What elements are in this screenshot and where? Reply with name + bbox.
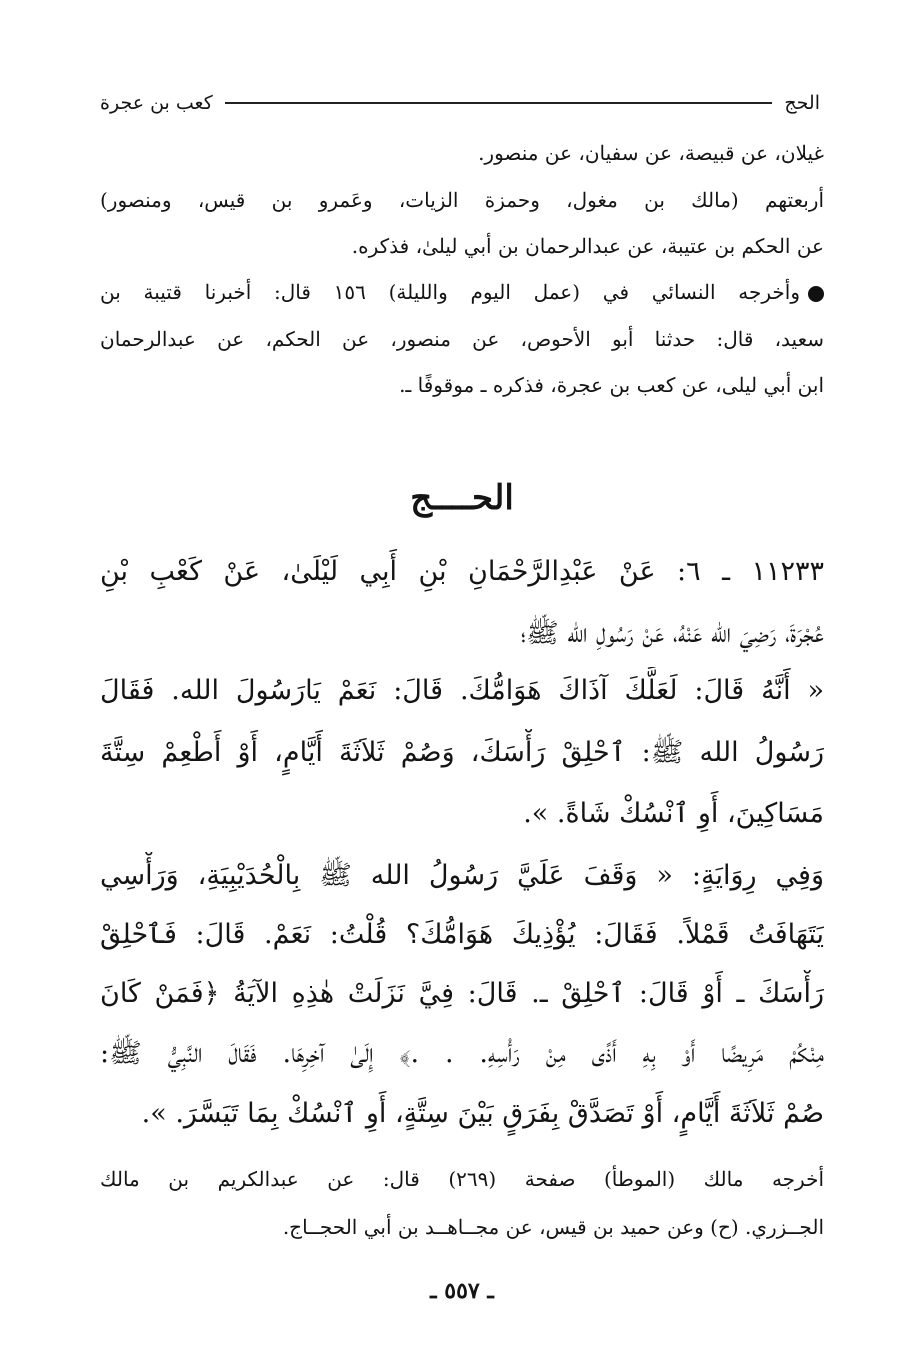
text-line bbox=[100, 275, 824, 309]
hadith-line: « أَنَّهُ قَالَ: لَعَلَّكَ آذَاكَ هَوَامُّكَ. قَالَ: نَعَمْ يَارَسُولَ الله. فَقَالَ bbox=[100, 675, 824, 706]
text-line: غيلان، عن قبيصة، عن سفيان، عن منصور. bbox=[478, 141, 824, 165]
hadith-line: وَفِي رِوَايَةٍ: « وَقَفَ عَلَيَّ رَسُولُ الله ﷺ بِالْحُدَيْبِيَةِ، وَرَأْسِي bbox=[100, 860, 824, 891]
hadith-line: رَأْسَكَ ـ أَوْ قَالَ: ٱحْلِقْ ـ. قَالَ: فِيَّ نَزَلَتْ هٰذِهِ الآيَةُ ﴿فَمَنْ كَانَ bbox=[100, 978, 824, 1009]
text-line: ابن أبي ليلى، عن كعب بن عجرة، فذكره ـ موقوفًا ـ. bbox=[399, 373, 824, 397]
text-line-content: وأخرجه النسائي في (عمل اليوم والليلة) ١٥٦ قال: أخبرنا قتيبة بن bbox=[100, 280, 801, 304]
bullet-icon bbox=[808, 286, 824, 302]
header-chapter: الحج bbox=[784, 92, 820, 114]
hadith-line: مَسَاكِينَ، أَوِ ٱنْسُكْ شَاةً. ». bbox=[523, 798, 824, 829]
hadith-line: ١١٢٣٣ ـ ٦: عَنْ عَبْدِالرَّحْمَانِ بْنِ أَبِي لَيْلَىٰ، عَنْ كَعْبِ بْنِ bbox=[100, 556, 824, 587]
running-header bbox=[100, 88, 820, 118]
source-line: الجــزري. (ح) وعن حميد بن قيس، عن مجــاهــد بن أبي الحجــاج. bbox=[282, 1215, 824, 1239]
hadith-line: رَسُولُ الله ﷺ: ٱحْلِقْ رَأْسَكَ، وَصُمْ ثَلاَثَةَ أَيَّامٍ، أَوْ أَطْعِمْ سِتَّةَ bbox=[100, 737, 824, 768]
text-line: أربعتهم (مالك بن مغول، وحمزة الزيات، وعَمرو بن قيس، ومنصور) bbox=[100, 188, 824, 212]
hadith-line: مِنْكُمْ مَرِيضًا أَوْ بِهِ أَذًى مِنْ رَأْسِهِ. . .﴾ إِلَىٰ آخِرِهَا. فَقَالَ النَّبِيُّ ﷺ: bbox=[100, 1038, 824, 1069]
page-number: ـ ٥٥٧ ـ bbox=[430, 1278, 494, 1304]
hadith-line: صُمْ ثَلاَثَةَ أَيَّامٍ، أَوْ تَصَدَّقْ بِفَرَقٍ بَيْنَ سِتَّةٍ، أَوِ ٱنْسُكْ بِمَا تَيَسَّرَ. ». bbox=[141, 1098, 824, 1129]
hadith-line: يَتَهَافَتُ قَمْلاً. فَقَالَ: يُؤْذِيكَ هَوَامُّكَ؟ قُلْتُ: نَعَمْ. قَالَ: فَٱحْلِقْ bbox=[100, 919, 824, 950]
text-line: عن الحكم بن عتيبة، عن عبدالرحمان بن أبي ليلىٰ، فذكره. bbox=[351, 234, 824, 258]
hadith-line: عُجْرَةَ، رَضِيَ الله عَنْهُ، عَنْ رَسُولِ الله ﷺ؛ bbox=[520, 618, 824, 649]
section-title: الحــــج bbox=[410, 478, 514, 518]
header-rule bbox=[225, 102, 773, 104]
header-narrator: كعب بن عجرة bbox=[100, 92, 213, 114]
text-line: سعيد، قال: حدثنا أبو الأحوص، عن منصور، عن الحكم، عن عبدالرحمان bbox=[100, 327, 824, 351]
source-line: أخرجه مالك (الموطأ) صفحة (٢٦٩) قال: عن عبدالكريم بن مالك bbox=[100, 1167, 824, 1191]
